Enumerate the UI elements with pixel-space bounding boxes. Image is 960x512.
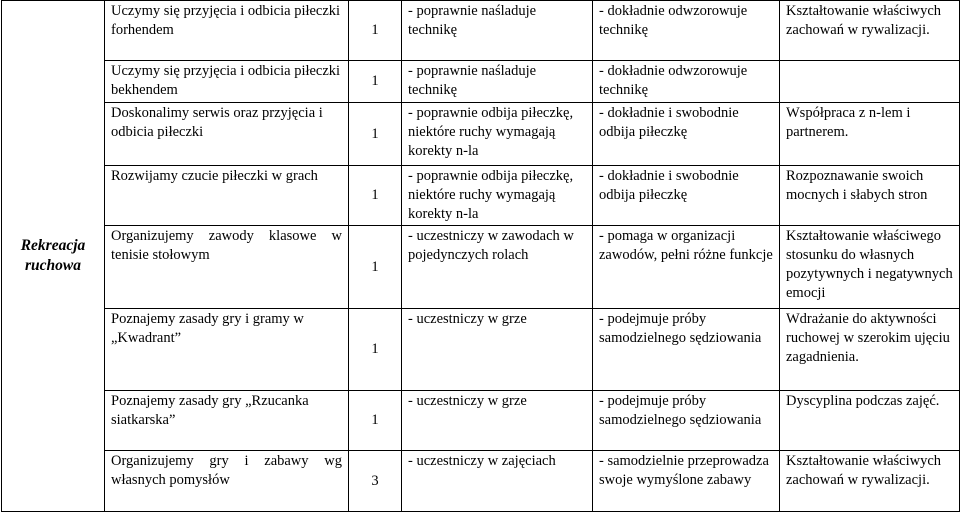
hours-cell: 1: [349, 226, 402, 309]
topic-cell: Organizujemy zawody klasowe w tenisie stołowym: [105, 226, 349, 309]
table-row: [2, 309, 960, 391]
table-row: [2, 103, 960, 166]
hours-cell: 1: [349, 391, 402, 451]
hours-cell: 3: [349, 451, 402, 512]
topic-cell: Rozwijamy czucie piłeczki w grach: [105, 166, 349, 226]
table-row: [2, 451, 960, 512]
hours-cell: 1: [349, 1, 402, 61]
requirement-extended-cell: - dokładnie i swobodnie odbija piłeczkę: [593, 166, 780, 226]
requirement-extended-cell: - dokładnie odwzorowuje technikę: [593, 61, 780, 103]
section-title: Rekreacja ruchowa: [2, 1, 105, 512]
education-goal-cell: Dyscyplina podczas zajęć.: [780, 391, 960, 451]
requirement-extended-cell: - dokładnie odwzorowuje technikę: [593, 1, 780, 61]
topic-cell: Poznajemy zasady gry i gramy w „Kwadrant”: [105, 309, 349, 391]
topic-cell: Uczymy się przyjęcia i odbicia piłeczki bekhendem: [105, 61, 349, 103]
hours-cell: 1: [349, 61, 402, 103]
requirement-extended-cell: - pomaga w organizacji zawodów, pełni różne funkcje: [593, 226, 780, 309]
curriculum-table: [1, 0, 960, 512]
table-row: [2, 391, 960, 451]
requirement-extended-cell: - podejmuje próby samodzielnego sędziowania: [593, 391, 780, 451]
topic-cell: Uczymy się przyjęcia i odbicia piłeczki forhendem: [105, 1, 349, 61]
requirement-basic-cell: - poprawnie odbija piłeczkę, niektóre ruchy wymagają korekty n-la: [402, 103, 593, 166]
requirement-basic-cell: - uczestniczy w zawodach w pojedynczych rolach: [402, 226, 593, 309]
education-goal-cell: Kształtowanie właściwych zachowań w rywalizacji.: [780, 451, 960, 512]
table-row: [2, 61, 960, 103]
requirement-basic-cell: - poprawnie naśladuje technikę: [402, 61, 593, 103]
hours-cell: 1: [349, 103, 402, 166]
requirement-extended-cell: - podejmuje próby samodzielnego sędziowania: [593, 309, 780, 391]
hours-cell: 1: [349, 309, 402, 391]
education-goal-cell: Współpraca z n-lem i partnerem.: [780, 103, 960, 166]
requirement-basic-cell: - uczestniczy w zajęciach: [402, 451, 593, 512]
education-goal-cell: Kształtowanie właściwego stosunku do własnych pozytywnych i negatywnych emocji: [780, 226, 960, 309]
education-goal-cell: Wdrażanie do aktywności ruchowej w szerokim ujęciu zagadnienia.: [780, 309, 960, 391]
requirement-basic-cell: - uczestniczy w grze: [402, 391, 593, 451]
hours-cell: 1: [349, 166, 402, 226]
table-row: [2, 226, 960, 309]
table-row: [2, 1, 960, 61]
education-goal-cell: [780, 61, 960, 103]
topic-cell: Poznajemy zasady gry „Rzucanka siatkarska”: [105, 391, 349, 451]
topic-cell: Organizujemy gry i zabawy wg własnych pomysłów: [105, 451, 349, 512]
requirement-basic-cell: - poprawnie odbija piłeczkę, niektóre ruchy wymagają korekty n-la: [402, 166, 593, 226]
education-goal-cell: Rozpoznawanie swoich mocnych i słabych stron: [780, 166, 960, 226]
requirement-extended-cell: - samodzielnie przeprowadza swoje wymyślone zabawy: [593, 451, 780, 512]
table-row: [2, 166, 960, 226]
requirement-extended-cell: - dokładnie i swobodnie odbija piłeczkę: [593, 103, 780, 166]
requirement-basic-cell: - poprawnie naśladuje technikę: [402, 1, 593, 61]
requirement-basic-cell: - uczestniczy w grze: [402, 309, 593, 391]
education-goal-cell: Kształtowanie właściwych zachowań w rywalizacji.: [780, 1, 960, 61]
topic-cell: Doskonalimy serwis oraz przyjęcia i odbicia piłeczki: [105, 103, 349, 166]
